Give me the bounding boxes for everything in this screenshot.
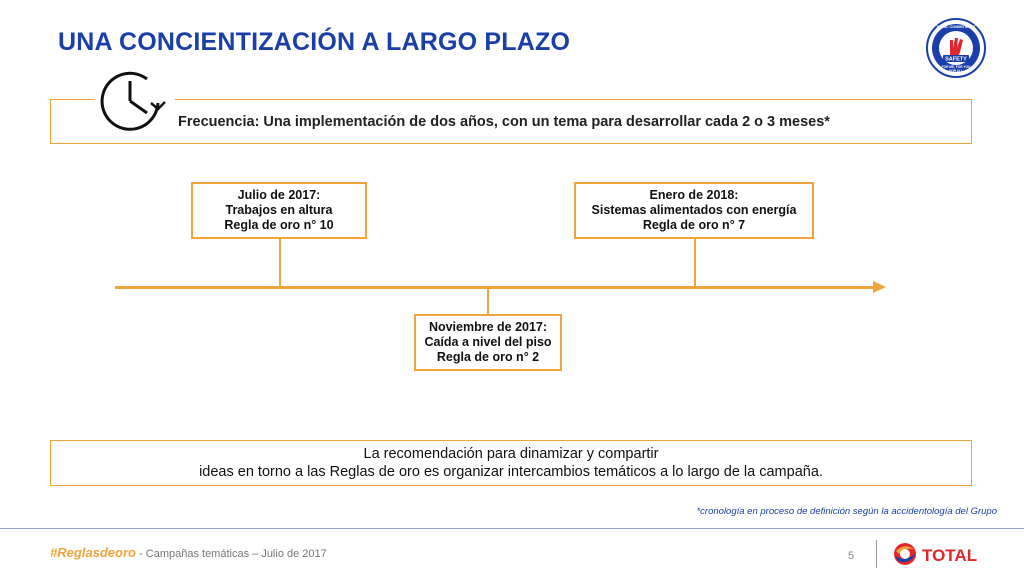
event-connector-3 — [694, 239, 696, 287]
event-topic: Caída a nivel del piso — [424, 335, 552, 349]
event-box-january-2018 — [574, 182, 814, 239]
clock-icon — [95, 67, 175, 133]
page-number: 5 — [848, 550, 855, 562]
event-box-july-2017 — [191, 182, 367, 239]
recommendation-line-1: La recomendación para dinamizar y compartir — [363, 446, 659, 462]
timeline-line — [115, 286, 875, 289]
event-date: Enero de 2018: — [649, 188, 739, 202]
event-topic: Sistemas alimentados con energía — [591, 203, 797, 217]
event-connector-1 — [279, 239, 281, 287]
badge-bottom-text-2: FOR ALL — [949, 69, 963, 73]
footer-text — [50, 545, 327, 560]
badge-bottom-text-1: FOR ME, FOR YOU — [941, 65, 971, 69]
footer-subtitle: - Campañas temáticas – Julio de 2017 — [135, 548, 327, 560]
event-rule: Regla de oro n° 7 — [642, 218, 746, 232]
badge-center-text: SAFETY — [945, 56, 967, 63]
footer-hashtag: #Reglasdeoro — [50, 545, 136, 560]
safety-commitment-badge-icon — [922, 18, 990, 78]
recommendation-line-2: ideas en torno a las Reglas de oro es organizar intercambios temáticos a lo largo de la campaña. — [199, 464, 823, 480]
frequency-text: Frecuencia: Una implementación de dos años, con un tema para desarrollar cada 2 o 3 meses* — [178, 114, 830, 130]
total-logo-icon — [890, 538, 990, 570]
footnote: *cronología en proceso de definición según la accidentología del Grupo — [696, 506, 997, 517]
event-connector-2 — [487, 288, 489, 314]
badge-top-text: TOTAL COMMITMENT — [936, 25, 976, 29]
timeline-arrowhead — [873, 281, 886, 293]
event-rule: Regla de oro n° 2 — [436, 350, 540, 364]
event-rule: Regla de oro n° 10 — [224, 218, 334, 232]
event-date: Julio de 2017: — [237, 188, 321, 202]
footer-separator — [876, 540, 877, 568]
recommendation-box — [50, 440, 972, 486]
event-box-november-2017 — [414, 314, 562, 371]
page-title: UNA CONCIENTIZACIÓN A LARGO PLAZO — [58, 28, 571, 56]
event-topic: Trabajos en altura — [225, 203, 333, 217]
footer-divider — [0, 528, 1024, 529]
total-logo-text: TOTAL — [922, 546, 978, 565]
event-date: Noviembre de 2017: — [428, 320, 548, 334]
